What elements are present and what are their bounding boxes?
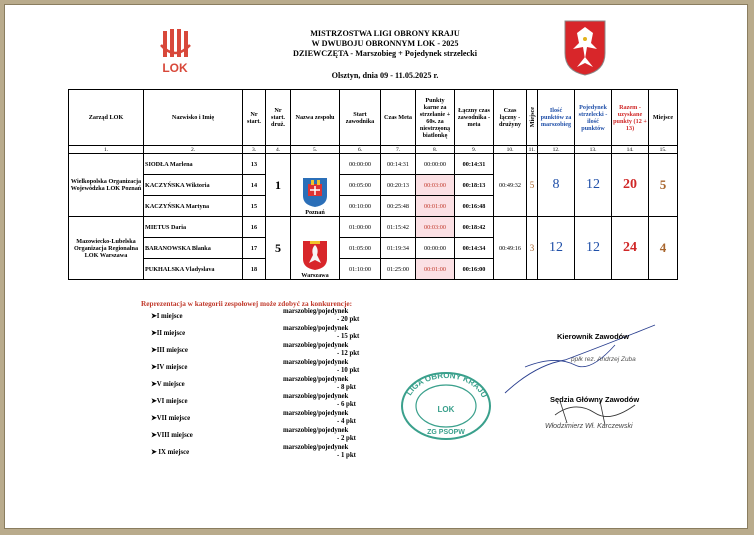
signature-name-2: Włodzimierz Wł. Karczewski [545, 423, 633, 430]
table-row: BARANOWSKA Blanka 17 01:05:00 01:19:34 00:00:00 00:14:34 [69, 238, 678, 259]
official-stamp-icon [398, 370, 494, 442]
award-note: Reprezentacja w kategorii zespołowej może zdobyć za konkurencje: [141, 299, 353, 308]
award-place: ➤VIII miejsce [151, 432, 193, 439]
poznan-crest-icon [301, 176, 329, 208]
warszawa-crest-icon [301, 239, 329, 271]
award-points: marszobieg/pojedynek - 6 pkt [283, 393, 356, 408]
col-header: Miejsce [527, 90, 538, 146]
col-header: Nazwisko i Imię [144, 90, 243, 146]
award-place: ➤II miejsce [151, 330, 186, 337]
award-points: marszobieg/pojedynek - 12 pkt [283, 342, 360, 357]
svg-text:LOK: LOK [437, 405, 455, 414]
penalty-cell: 00:03:00 [416, 175, 455, 196]
lok-logo [157, 27, 193, 79]
col-header: Zarząd LOK [69, 90, 144, 146]
table-row: Wielkopolska Organizacja Wojewódzka LOK Poznań SIODŁA Marlena 13 1 Poznań 00:00:00 00:14:31 00:00:00 00:14:31 00:49:32 5 8 12 20 5 [69, 154, 678, 175]
award-points: marszobieg/pojedynek - 2 pkt [283, 427, 356, 442]
col-header: Miejsce [649, 90, 678, 146]
signature-role-2: Sędzia Główny Zawodów [550, 395, 640, 404]
logo-text: LOK [162, 61, 188, 75]
award-place: ➤V miejsce [151, 381, 185, 388]
col-header: Start zawodnika [340, 90, 381, 146]
penalty-cell: 00:00:00 [416, 154, 455, 175]
svg-text:LIGA OBRONY KRAJU: LIGA OBRONY KRAJU [404, 370, 489, 400]
award-points: marszobieg/pojedynek - 15 pkt [283, 325, 360, 340]
results-table [68, 89, 678, 280]
col-header: Pojedynek strzelecki - ilość punktów [575, 90, 612, 146]
table-row: PUKHALSKA Vladyslava 18 01:10:00 01:25:00 00:01:00 00:16:00 [69, 259, 678, 280]
award-place: ➤IV miejsce [151, 364, 188, 371]
col-header: Czas łączny - drużyny [494, 90, 527, 146]
award-place: ➤III miejsce [151, 347, 188, 354]
col-header: Punkty karne za strzelanie + 60s. za niestrzęoną biatlonkę [416, 90, 455, 146]
signature-role-1: Kierownik Zawodów [557, 332, 630, 341]
team-zarzad: Wielkopolska Organizacja Wojewódzka LOK Poznań [69, 154, 144, 217]
col-header: Ilość punktów za marszobieg [538, 90, 575, 146]
team-number: 1 [266, 154, 291, 217]
penalty-cell: 00:01:00 [416, 259, 455, 280]
table-row: Mazowiecko-Lubelska Organizacja Regionalna LOK Warszawa MIETUS Daria 16 5 Warszawa 01:00:00 01:15:42 00:03:00 00:18:42 00:49:16 3 12 12 24 4 [69, 217, 678, 238]
col-header: Nr start. [243, 90, 266, 146]
svg-text:ZG PSOPW: ZG PSOPW [427, 429, 465, 436]
award-points: marszobieg/pojedynek - 20 pkt [283, 308, 360, 323]
award-points: marszobieg/pojedynek - 4 pkt [283, 410, 356, 425]
penalty-cell: 00:01:00 [416, 196, 455, 217]
signature-name-1: ppłk rez. Andrzej Zuba [571, 356, 636, 363]
region-crest [563, 19, 607, 77]
col-header: Łączny czas zawodnika - meta [455, 90, 494, 146]
document-title: MISTRZOSTWA LIGI OBRONY KRAJU W DWUBOJU OBRONNYM LOK - 2025 DZIEWCZĘTA - Marszobieg + Pojedynek strzelecki [293, 29, 477, 58]
award-points: marszobieg/pojedynek - 10 pkt [283, 359, 360, 374]
award-points: marszobieg/pojedynek - 1 pkt [283, 444, 356, 459]
col-header: Czas Meta [381, 90, 416, 146]
team-cell: Poznań [291, 154, 340, 217]
team-cell: Warszawa [291, 217, 340, 280]
team-zarzad: Mazowiecko-Lubelska Organizacja Regionalna LOK Warszawa [69, 217, 144, 280]
award-points: marszobieg/pojedynek - 8 pkt [283, 376, 356, 391]
penalty-cell: 00:03:00 [416, 217, 455, 238]
team-number: 5 [266, 217, 291, 280]
award-place: ➤I miejsce [151, 313, 183, 320]
award-place: ➤VI miejsce [151, 398, 188, 405]
table-row: KACZYŃSKA Wiktoria 14 00:05:00 00:20:13 00:03:00 00:18:13 [69, 175, 678, 196]
column-numbers-row: 1. 2. 3. 4. 5. 6. 7. 8. 9. 10. 11. 12. 13. 14. 15. [69, 146, 678, 154]
award-place: ➤ IX miejsce [151, 449, 190, 456]
col-header: Nr start. druż. [266, 90, 291, 146]
col-header: Razem - uzyskane punkty (12 + 13) [612, 90, 649, 146]
penalty-cell: 00:00:00 [416, 238, 455, 259]
award-place: ➤VII miejsce [151, 415, 191, 422]
header-row [69, 90, 678, 146]
col-header: Nazwa zespołu [291, 90, 340, 146]
document-date: Olsztyn, dnia 09 - 11.05.2025 r. [331, 71, 439, 80]
table-row: KACZYŃSKA Martyna 15 00:10:00 00:25:48 00:01:00 00:16:48 [69, 196, 678, 217]
document-page [4, 4, 748, 529]
